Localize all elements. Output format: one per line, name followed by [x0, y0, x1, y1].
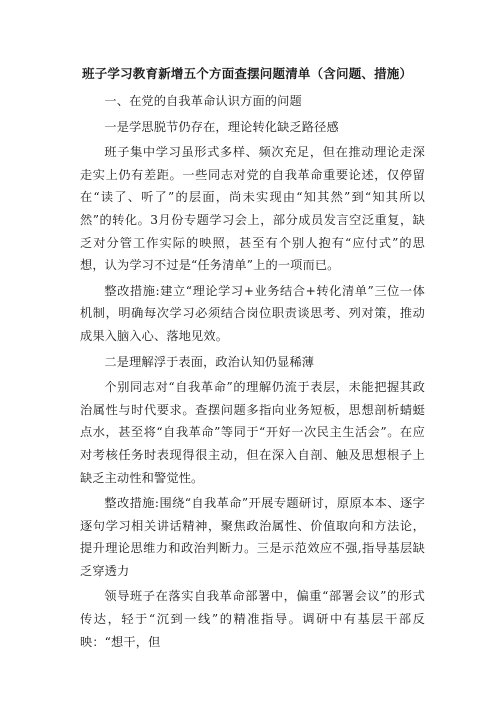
paragraph-1: 班子集中学习虽形式多样、频次充足，但在推动理论走深走实上仍有差距。一些同志对党的自我革命重要论述，仅停留在“读了、听了”的层面，尚未实现由“知其然”到“知其所以然”的转化。3月份专题学习会上，部分成员发言空泛重复，缺乏对分管工作实际的映照，甚至有个别人抱有“应付式”的思想，认为学习不过是“任务清单”上的一项而已。: [80, 145, 425, 273]
rectification-label-1: 整改措施:: [104, 283, 160, 298]
paragraph-2: 个别同志对“自我革命”的理解仍流于表层，未能把握其政治属性与时代要求。查摆问题多指向业务短板，思想剖析蜻蜓点水，甚至将“自我革命”等同于“开好一次民主生活会”。在应对考核任务时表现得很主动，但在深入自剖、触及思想根子上缺乏主动性和警觉性。: [80, 380, 425, 485]
rectification-text-2: 围绕“自我革命”开展专题研讨，原原本本、逐字逐句学习相关讲话精神，聚焦政治属性、价值取向和方法论，提升理论思维力和政治判断力。三是示范效应不强,指导基层缺乏穿透力: [80, 496, 425, 578]
paragraph-3: 领导班子在落实自我革命部署中，偏重“部署会议”的形式传达，轻于“沉到一线”的精准指导。调研中有基层干部反映：“想干，但: [80, 589, 425, 649]
document-title: 班子学习教育新增五个方面查摆问题清单（含问题、措施）: [82, 66, 413, 81]
rectification-measures-2: [80, 492, 425, 582]
section-heading: 一、在党的自我革命认识方面的问题: [104, 94, 302, 108]
rectification-label-2: 整改措施:: [104, 496, 160, 511]
subsection-heading-1: 一是学思脱节仍存在，理论转化缺乏路径感: [104, 119, 339, 134]
rectification-measures-1: [80, 280, 425, 348]
document-body: [80, 90, 425, 656]
subsection-heading-2: 二是理解浮于表面，政治认知仍显稀薄: [104, 354, 315, 369]
rectification-text-1: 建立“理论学习+业务结合+转化清单”三位一体机制，明确每次学习必须结合岗位职责谈思考、列对策，推动成果入脑入心、落地见效。: [80, 283, 426, 343]
